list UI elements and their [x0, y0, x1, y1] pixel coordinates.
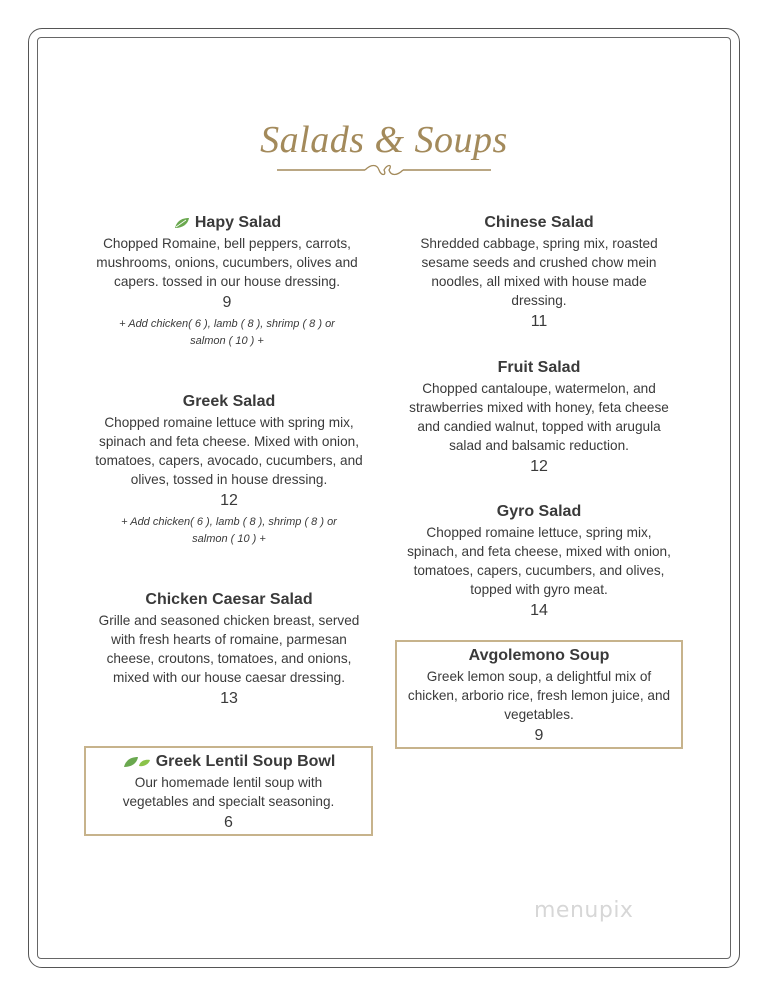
menu-item-greek-salad — [94, 391, 364, 548]
item-name: Gyro Salad — [496, 503, 582, 520]
item-name: Greek Lentil Soup Bowl — [155, 753, 336, 770]
item-description: Our homemade lentil soup with vegetables and specialt seasoning. — [122, 775, 335, 809]
item-description: Chopped romaine lettuce with spring mix, spinach and feta cheese. Mixed with onion, tomatoes, capers, avocado, cucumbers, and olives, tossed in house dressing. — [95, 415, 363, 487]
title-flourish — [275, 162, 493, 178]
menu-item-hapy-salad — [92, 212, 362, 350]
item-description: Greek lemon soup, a delightful mix of chicken, arborio rice, fresh lemon juice, and vegetables. — [407, 669, 671, 722]
item-name: Fruit Salad — [497, 359, 581, 376]
menu-item-avgolemono-soup — [395, 640, 683, 749]
item-price: 9 — [534, 727, 544, 744]
menu-item-chinese-salad — [404, 212, 674, 333]
leaf-veggie-icon — [173, 216, 191, 230]
item-price: 6 — [224, 814, 233, 831]
item-price: 9 — [222, 294, 232, 311]
menu-item-gyro-salad — [404, 501, 674, 622]
item-name-row — [86, 751, 371, 772]
menu-item-greek-lentil-soup — [84, 746, 373, 836]
item-addons: + Add chicken( 6 ), lamb ( 8 ), shrimp ( 8 ) or salmon ( 10 ) + — [121, 516, 337, 545]
item-price: 11 — [530, 313, 548, 330]
item-name-row — [92, 212, 362, 233]
item-description: Shredded cabbage, spring mix, roasted sesame seeds and crushed chow mein noodles, all mixed with house made dressing. — [420, 236, 658, 308]
item-name: Chicken Caesar Salad — [145, 591, 313, 608]
item-price: 12 — [220, 492, 238, 509]
item-addons: + Add chicken( 6 ), lamb ( 8 ), shrimp ( 8 ) or salmon ( 10 ) + — [119, 318, 335, 347]
watermark-logo: menupix — [534, 898, 634, 923]
item-description: Chopped cantaloupe, watermelon, and strawberries mixed with honey, feta cheese and candied walnut, topped with arugula salad and balsamic reduction. — [409, 381, 669, 453]
item-name: Hapy Salad — [194, 214, 282, 231]
page-title: Salads & Soups — [260, 119, 508, 161]
menu-item-fruit-salad — [404, 357, 674, 478]
item-description: Chopped Romaine, bell peppers, carrots, mushrooms, onions, cucumbers, olives and capers. tossed in our house dressing. — [96, 236, 358, 289]
item-name: Avgolemono Soup — [468, 647, 610, 664]
item-description: Chopped romaine lettuce, spring mix, spinach, and feta cheese, mixed with onion, tomatoes, capers, cucumbers, and olives, topped with gyro meat. — [407, 525, 671, 597]
item-price: 13 — [220, 690, 238, 707]
item-price: 14 — [530, 602, 548, 619]
item-name: Greek Salad — [182, 393, 276, 410]
item-description: Grille and seasoned chicken breast, served with fresh hearts of romaine, parmesan cheese, croutons, tomatoes, and onions, mixed with our house caesar dressing. — [98, 613, 360, 685]
menu-item-chicken-caesar-salad — [94, 589, 364, 710]
leaf-veggie-icon — [122, 755, 152, 769]
item-name: Chinese Salad — [484, 214, 594, 231]
item-price: 12 — [530, 458, 548, 475]
